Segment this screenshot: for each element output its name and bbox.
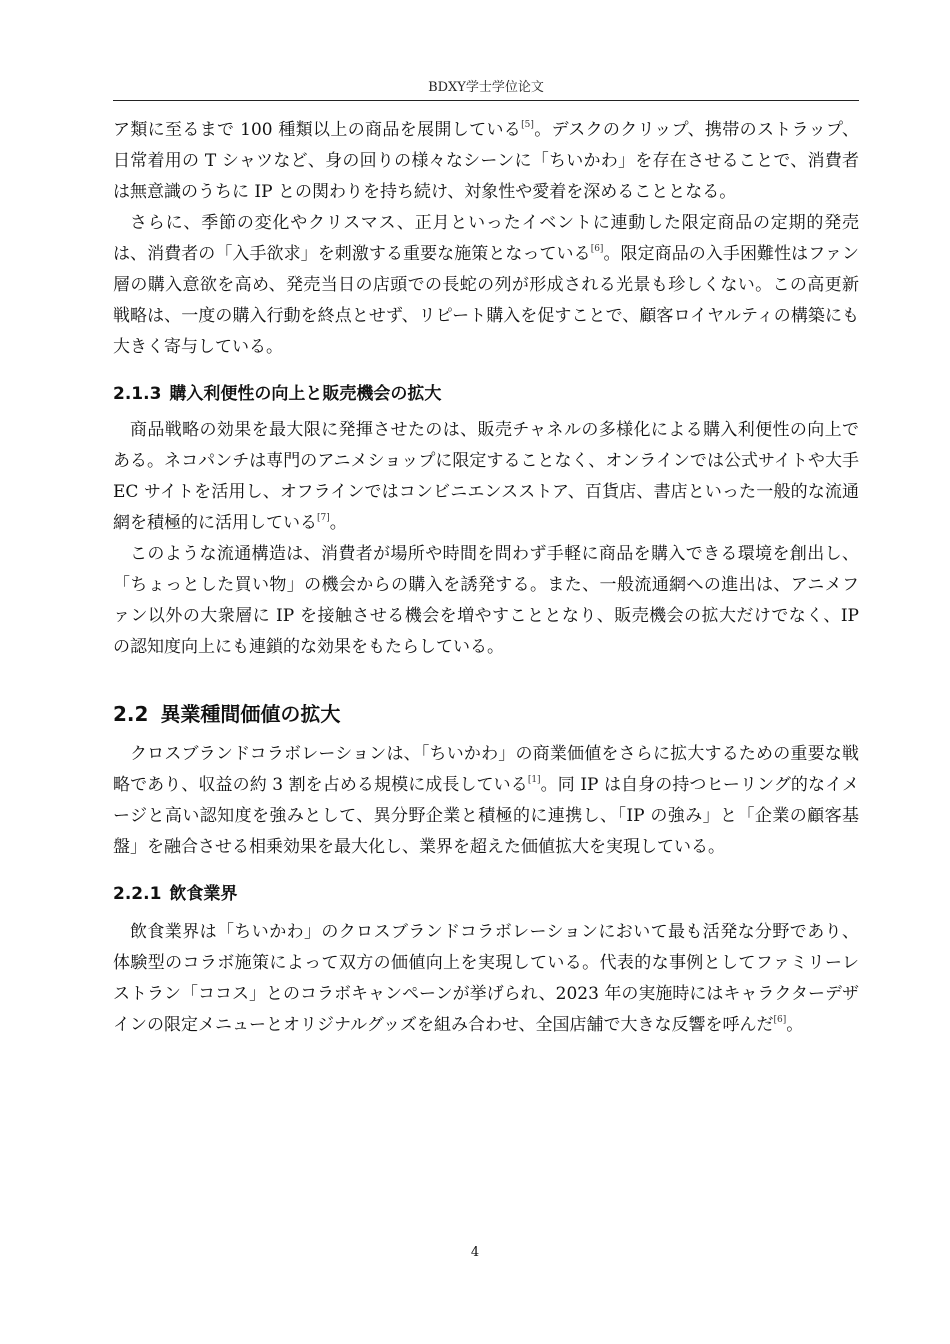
paragraph-1 (113, 115, 859, 208)
heading-2-2-1-title: 飲食業界 (169, 884, 238, 904)
citation-1: [1] (527, 775, 541, 786)
citation-6b: [6] (773, 1015, 787, 1026)
heading-2-2-1-number: 2.2.1 (113, 884, 162, 904)
paragraph-5 (113, 739, 859, 863)
citation-7: [7] (317, 513, 330, 524)
paragraph-3 (113, 415, 859, 539)
running-header: BDXY学士学位论文 (428, 80, 544, 95)
paragraph-1-text-cont: 。デスクのクリップ、携帯のストラップ、日常着用の T シャツなど、身の回りの様々なシーンに「ちいかわ」を存在させることで、消費者は無意識のうちに IP との関わりを持ち続け、対象性や愛着を深めることとなる。 (113, 120, 859, 202)
paragraph-3-text-cont: 。 (329, 513, 347, 533)
heading-2-2-title: 異業種間価値の拡大 (160, 702, 341, 726)
body-text (113, 115, 859, 1041)
heading-2-1-3 (113, 382, 859, 406)
page-number: 4 (470, 1245, 480, 1260)
citation-5: [5] (521, 120, 534, 131)
paragraph-6-text: 飲食業界は「ちいかわ」のクロスブランドコラボレーションにおいて最も活発な分野であり、体験型のコラボ施策によって双方の価値向上を実現している。代表的な事例としてファミリーレストラン「ココス」とのコラボキャンペーンが挙げられ、2023 年の実施時にはキャラクターデザインの限定メニューとオリジナルグッズを組み合わせ、全国店舗で大きな反響を呼んだ (113, 922, 860, 1035)
paragraph-2-text: さらに、季節の変化やクリスマス、正月といったイベントに連動した限定商品の定期的発売は、消費者の「入手欲求」を刺激する重要な施策となっている (113, 213, 859, 264)
paragraph-2-text-cont: 。限定商品の入手困難性はファン層の購入意欲を高め、発売当日の店頭での長蛇の列が形成される光景も珍しくない。この高更新戦略は、一度の購入行動を終点とせず、リピート購入を促すことで、顧客ロイヤルティの構築にも大きく寄与している。 (113, 244, 859, 357)
paragraph-1-text: ア類に至るまで 100 種類以上の商品を展開している (113, 120, 522, 140)
paragraph-5-text-cont: 。同 IP は自身の持つヒーリング的なイメージと高い認知度を強みとして、異分野企業と積極的に連携し、「IP の強み」と「企業の顧客基盤」を融合させる相乗効果を最大化し、業界を超えた価値拡大を実現している。 (113, 775, 859, 857)
citation-6: [6] (590, 244, 604, 255)
paragraph-6-text-cont: 。 (786, 1015, 804, 1035)
paragraph-5-text: クロスブランドコラボレーションは、「ちいかわ」の商業価値をさらに拡大するための重要な戦略であり、収益の約 3 割を占める規模に成長している (113, 744, 859, 795)
paragraph-6 (113, 917, 859, 1041)
heading-2-2-1 (113, 882, 859, 906)
header-rule (113, 100, 859, 101)
heading-2-2-number: 2.2 (113, 702, 149, 726)
heading-2-2 (113, 700, 859, 728)
heading-2-1-3-number: 2.1.3 (113, 384, 162, 404)
paragraph-3-text: 商品戦略の効果を最大限に発揮させたのは、販売チャネルの多様化による購入利便性の向上である。ネコパンチは専門のアニメショップに限定することなく、オンラインでは公式サイトや大手 EC サイトを活用し、オフラインではコンビニエンスストア、百貨店、書店といった一般的な流通網を積極的に活用している (113, 420, 859, 533)
paragraph-4: このような流通構造は、消費者が場所や時間を問わず手軽に商品を購入できる環境を創出し、「ちょっとした買い物」の機会からの購入を誘発する。また、一般流通網への進出は、アニメファン以外の大衆層に IP を接触させる機会を増やすこととなり、販売機会の拡大だけでなく、IP の認知度向上にも連鎖的な効果をもたらしている。 (113, 544, 859, 657)
paragraph-2 (113, 208, 859, 363)
heading-2-1-3-title: 購入利便性の向上と販売機会の拡大 (169, 384, 442, 404)
